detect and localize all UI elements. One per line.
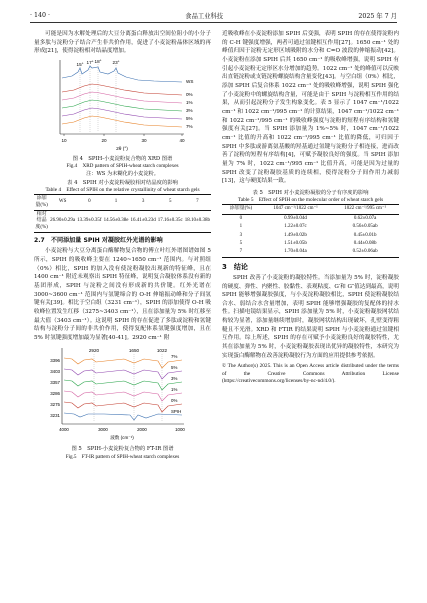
table-cell: 1: [239, 224, 243, 230]
table-cell: 14.56±0.38e: [103, 211, 130, 233]
table-5-header-ratio-2: 1022 cm⁻¹/995 cm⁻¹: [331, 205, 399, 214]
oh-peak-3286: 3286: [50, 391, 60, 397]
ftir-series-5: 5%: [171, 365, 178, 371]
intro-paragraph: 可能是因为水解处理后的大豆分离蛋白释放出空间位阻小的小分子量多肽与淀粉分子结合产生非共价作用，促进了小麦淀粉晶体区域的再形成[21]，使得淀粉相对结晶度增加。: [34, 31, 211, 55]
x-tick-40: 40: [179, 137, 185, 143]
band-label-2920: 2920: [88, 348, 100, 354]
series-label-0: 0%: [186, 91, 193, 97]
ftir-curve-1: [64, 391, 182, 404]
ftir-series-0: 0%: [171, 398, 178, 404]
header-rule: [30, 22, 397, 23]
ftir-x-axis-label: 波数 (cm⁻¹): [110, 435, 134, 441]
table-cell: 1.22±0.07c: [284, 224, 307, 230]
figure-4-caption-en: Fig.4 XRD pattern of SPIH-wheat starch complexes: [66, 163, 179, 170]
table-5: [222, 190, 399, 258]
table-4-row-label: 相对结晶度(%): [34, 211, 49, 233]
ftir-x-tick-3000: 3000: [98, 427, 108, 433]
x-tick-30: 30: [141, 137, 147, 143]
table-row: [34, 211, 211, 233]
open-access-license: © The Author(s) 2025. This is an Open Access article distributed under the terms of the Creative Commons Attribution License (https://creativecommons.org/licenses/by-nc-nd/4.0/).: [222, 363, 399, 384]
series-label-3: 3%: [186, 107, 193, 113]
table-cell: 0.45±0.01b: [353, 232, 377, 238]
ftir-discussion-paragraph: 近吸收峰在小麦淀粉添加 SPIH 后变强，表明 SPIH 的存在使得淀粉内的 C-H 键强度增强，两者可通过氢键相互作用[27]。1650 cm⁻¹ 处的峰值归因于淀粉无定形区域吸附的水分和 C=O 波段的伸缩振动[42]。小麦淀粉在添加 SPIH 后其 1650 cm⁻¹ 的吸收峰增强，说明 SPIH 有引起小麦淀粉无定形区水分增加的趋势。1022 cm⁻¹ 处的峰值可以反映出直链淀粉或支链淀粉螺旋结构含量变化[43]。与空白组（0%）相比，添加 SPIH 后复合体系 1022 cm⁻¹ 处的吸收峰增强，说明 SPIH 强化了小麦淀粉中的螺旋结构含量，可能是由于 SPIH 与淀粉相互作用的结果，从而引起淀粉分子发生构象变化。表 5 显示了 1047 cm⁻¹/1022 cm⁻¹ 和 1022 cm⁻¹/995 cm⁻¹ 的计算结果，1047 cm⁻¹/1022 cm⁻¹ 和 1022 cm⁻¹/995 cm⁻¹ 的吸收峰强度与淀粉的短程有序结构和氢键强度有关[27]。当 SPIH 添加量为 1%~5% 时，1047 cm⁻¹/1022 cm⁻¹ 比值的升高和 1022 cm⁻¹/995 cm⁻¹ 比值的降低，可归因于 SPIH 中多肽或游离氨基酸的羟基通过氢键与淀粉分子相连接，进而改善了淀粉的短程有序结构[4]，可赋予凝胶良好的强度。当 SPIH 添加量为 7% 时，1022 cm⁻¹/995 cm⁻¹ 比值升高，可能是因为过量的 SPIH 改变了淀粉凝胶基质的连续相，使得淀粉分子间作用力减弱[13]，这与硬度结果一致。: [222, 31, 399, 185]
table-row: [222, 232, 399, 240]
table-row: [222, 248, 399, 257]
series-label-1: 1%: [186, 99, 193, 105]
table-cell: 7: [222, 248, 260, 257]
ftir-curve-5: [64, 369, 182, 382]
table-cell: 18.10±0.38b: [184, 211, 211, 233]
figure-4-caption-cn: 图 4 SPIH-小麦淀粉复合物的 XRD 图谱: [72, 155, 173, 162]
oh-peak-3357: 3357: [50, 380, 60, 386]
journal-name: 食品工业科技: [185, 12, 224, 20]
ftir-series-spih: SPIH: [171, 409, 182, 415]
oh-peak-3231: 3231: [50, 413, 60, 419]
oh-peak-3275: 3275: [50, 402, 60, 408]
table-cell: 3: [239, 232, 243, 238]
peak-label-15: 15°: [76, 61, 84, 67]
conclusion-paragraph: SPIH 改善了小麦淀粉的凝胶特性。当添加量为 5% 时，淀粉凝胶的硬度、弹性、内聚性、胶黏性、表观粘度、G′和 G″值达到最高，说明 SPIH 能够增强凝胶强度，与小麦淀粉凝胶相比，SPIH 使淀粉凝胶结合水、弱结合水含量增加，表明 SPIH 能够增强凝胶的复配体的持水性。扫描电镜结果显示，SPIH 添加量为 5% 时，小麦淀粉凝胶网状结构较为显著，添加量继续增加时，凝胶网状结构出现破坏，孔壁变得粗糙且不光滑。XRD 和 FTIR 的结果说明 SPIH 与小麦淀粉通过氢键相互作用。综上所述，SPIH 的存在可赋予小麦淀粉良好的凝胶特性，尤其在添加量为 5% 时，小麦淀粉凝胶表现出优异的凝胶特性，本研究为实现蛋白酶解物在改善淀粉凝胶行为方面的应用提供参考依据。: [222, 274, 399, 359]
table-cell: 1.70±0.04a: [260, 248, 332, 257]
ftir-x-tick-2000: 2000: [137, 427, 147, 433]
left-column: [34, 30, 211, 461]
table-cell: 26.90±0.29a: [49, 211, 76, 233]
conclusion-title: 3 结论: [222, 262, 248, 271]
page-number: · 140 ·: [30, 11, 51, 19]
table-row: [222, 223, 399, 231]
band-label-1650: 1650: [128, 348, 140, 354]
x-tick-20: 20: [101, 137, 107, 143]
table-4-col-3: 3: [130, 195, 157, 211]
table-row: [222, 240, 399, 248]
table-cell: 0.52±0.06ab: [331, 248, 399, 257]
table-4-col-1: 1: [103, 195, 130, 211]
figure-4-note: 注：WS 为未糊化的小麦淀粉。: [86, 170, 159, 177]
table-4-caption-en: Table 4 Effect of SPIH on the relative crystallinity of wheat starch gels: [45, 186, 200, 193]
figure-5-caption-en: Fig.5 FT-IR pattern of SPIH-wheat starch complexes: [65, 453, 180, 460]
table-4-col-ws: WS: [49, 195, 76, 211]
series-label-7: 7%: [186, 123, 193, 129]
table-4-caption-cn: 表 4 SPIH 对小麦淀粉凝胶相对结晶度的影响: [67, 179, 178, 186]
ftir-series-7: 7%: [171, 354, 178, 360]
table-4-col-5: 5: [157, 195, 184, 211]
figure-4: [34, 56, 211, 178]
table-5-caption-cn: 表 5 SPIH 对小麦淀粉凝胶的分子有序度的影响: [252, 189, 369, 196]
table-5-header-dose: 添加量(%): [222, 205, 260, 214]
table-row: [222, 214, 399, 223]
table-cell: 13.39±0.35f: [76, 211, 102, 233]
table-cell: 0: [239, 215, 243, 221]
table-4: [34, 180, 211, 234]
table-cell: 1.49±0.02b: [284, 232, 307, 238]
table-cell: 1.51±0.05b: [284, 241, 307, 247]
issue-date: 2025 年 7 月: [358, 12, 397, 20]
table-4-header-label: 添加量(%): [34, 195, 49, 211]
table-cell: 0.99±0.04d: [284, 215, 307, 221]
oh-peak-3396: 3396: [50, 358, 60, 364]
figure-5-caption-cn: 图 5 SPIH-小麦淀粉复合物的 FT-IR 图谱: [71, 446, 174, 453]
figure-5-caption: [34, 446, 211, 461]
table-cell: 0.56±0.05ab: [352, 224, 378, 230]
table-cell: 16.41±0.23d: [130, 211, 157, 233]
ftir-x-tick-4000: 4000: [59, 427, 69, 433]
xrd-pattern-chart: [34, 56, 211, 152]
ftir-curve-3: [64, 380, 182, 393]
table-4-col-7: 7: [184, 195, 211, 211]
figure-5: [34, 344, 211, 461]
ftir-x-tick-1000: 1000: [175, 427, 185, 433]
section-2-7-paragraph: 小麦淀粉与大豆分离蛋白酶解物复合物的傅立叶红外谱图谱如图 5 所示，SPIH 的吸收峰主要在 1240~1650 cm⁻¹ 范围内。与对照组（0%）相比，SPIH 的加入没有使淀粉凝胶出现新的特征峰，且在 1400 cm⁻¹ 附近未观察出 SPIH 特征峰，说明复合凝胶体系没有新的基团形成，SPIH 与淀粉之间没有形成新的共价键。红外光谱在 3000~3600 cm⁻¹ 范围内与氢键缔合的 O-H 伸缩振动峰和分子间氢键有关[39]。相比于空白组（3231 cm⁻¹），SPIH 的添加使得 O-H 吸收峰位置发生红移（3275~3403 cm⁻¹），且在添加量为 5% 时红移至最大值（3403 cm⁻¹）。这说明 SPIH 的存在促进了多肽或淀粉和氢键结构与淀粉分子间的非共价作用，使得复配体系氢键强度增加，且在 5% 时氢键强度增加最为显著[40-41]。2920 cm⁻¹ 附: [34, 248, 211, 341]
table-5-grid: [222, 204, 399, 257]
figure-4-caption: [34, 156, 211, 171]
peak-label-18: 18°: [94, 58, 102, 64]
ftir-curve-7: [64, 358, 182, 371]
right-column: [222, 30, 399, 385]
band-label-1022: 1022: [156, 348, 168, 354]
x-tick-10: 10: [61, 137, 67, 143]
table-cell: 0.44±0.08b: [353, 241, 377, 247]
ftir-curve-spih: [64, 413, 182, 420]
section-2-7-title: 2.7 不同添加量 SPIH 对凝胶红外光谱的影响: [34, 237, 163, 245]
oh-peak-3403: 3403: [50, 369, 60, 375]
table-5-caption-en: Table 5 Effect of SPIH on the molecular order of wheat starch gels: [237, 197, 384, 204]
x-axis-label: 2θ (°): [116, 146, 128, 152]
ftir-spectrum-chart: [34, 344, 211, 442]
ftir-curve-0: [64, 402, 182, 415]
table-4-grid: [34, 194, 211, 233]
ftir-series-3: 3%: [171, 376, 178, 382]
ftir-series-1: 1%: [171, 387, 178, 393]
table-5-header-ratio-1: 1047 cm⁻¹/1022 cm⁻¹: [260, 205, 332, 214]
series-label-5: 5%: [186, 115, 193, 121]
table-cell: 0.62±0.07a: [353, 215, 377, 221]
table-4-col-0: 0: [76, 195, 102, 211]
series-label-ws: WS: [186, 78, 194, 84]
peak-label-23: 23°: [112, 59, 120, 65]
running-header: [30, 9, 397, 21]
peak-label-17: 17°: [86, 59, 94, 65]
table-cell: 5: [239, 241, 243, 247]
table-cell: 17.16±0.35c: [157, 211, 184, 233]
